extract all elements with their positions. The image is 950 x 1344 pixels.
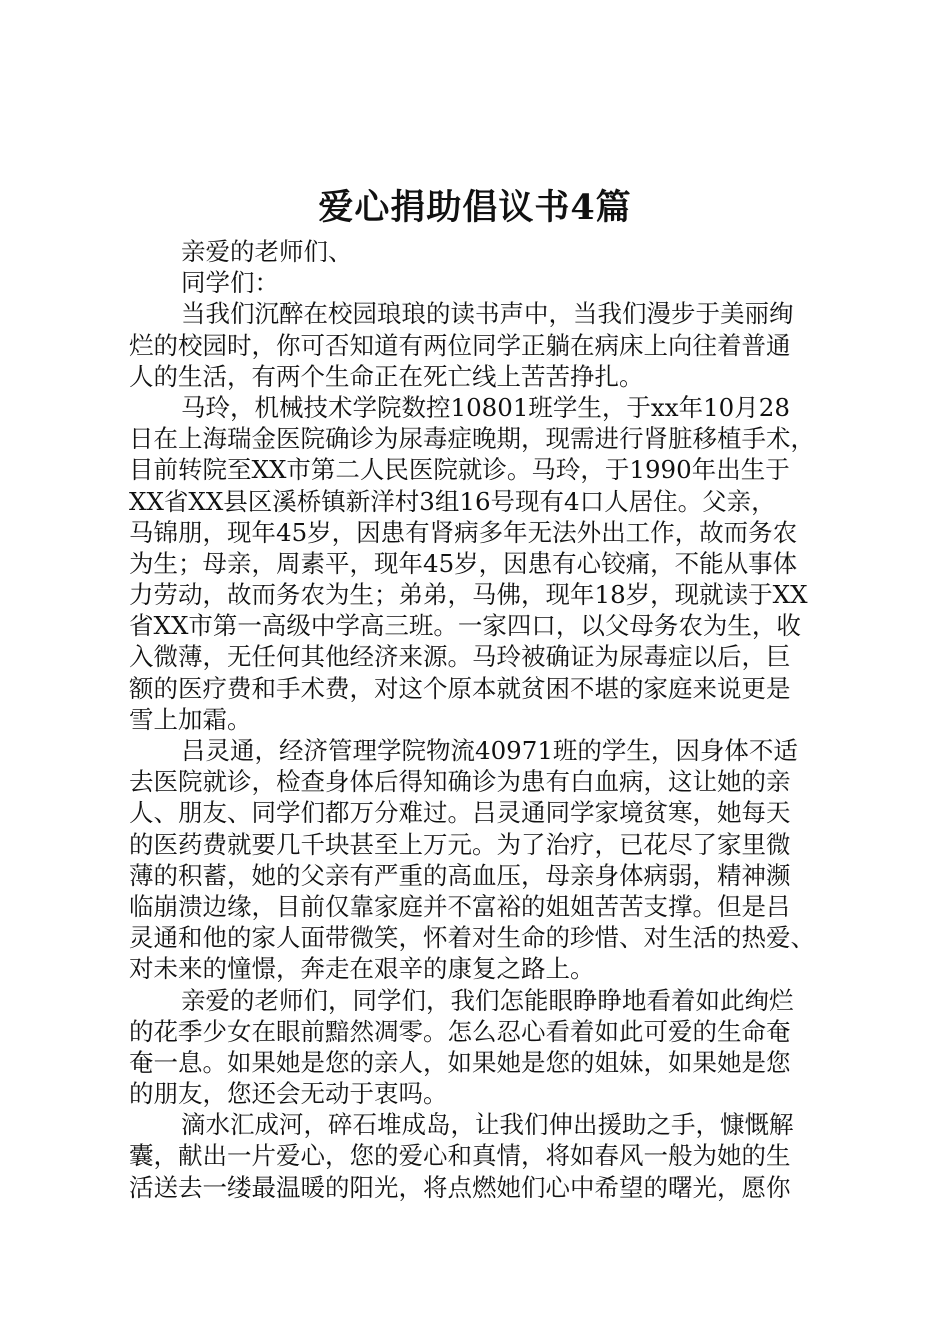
body-line: 去医院就诊，检查身体后得知确诊为患有白血病，这让她的亲 <box>129 767 791 797</box>
body-line: 马锦朋，现年45岁，因患有肾病多年无法外出工作，故而务农 <box>129 517 798 547</box>
body-line: 活送去一缕最温暖的阳光，将点燃她们心中希望的曙光，愿你 <box>129 1172 791 1202</box>
body-line: 马玲，机械技术学院数控10801班学生，于xx年10月28 <box>181 392 790 422</box>
body-line: 日在上海瑞金医院确诊为尿毒症晚期，现需进行肾脏移植手术， <box>129 424 815 454</box>
body-line: 的花季少女在眼前黯然凋零。怎么忍心看着如此可爱的生命奄 <box>129 1016 791 1046</box>
body-line: 对未来的憧憬，奔走在艰辛的康复之路上。 <box>129 954 595 984</box>
document-title: 爱心捐助倡议书4篇 <box>318 187 632 228</box>
body-line: 力劳动，故而务农为生；弟弟，马佛，现年18岁，现就读于XX <box>129 580 808 610</box>
body-line: 目前转院至XX市第二人民医院就诊。马玲，于1990年出生于 <box>129 455 790 485</box>
body-line: 奄一息。如果她是您的亲人，如果她是您的姐妹，如果她是您 <box>129 1047 791 1077</box>
body-line: 薄的积蓄，她的父亲有严重的高血压，母亲身体病弱，精神濒 <box>129 860 791 890</box>
body-line: 的医药费就要几千块甚至上万元。为了治疗，已花尽了家里微 <box>129 829 791 859</box>
body-line: 的朋友，您还会无动于衷吗。 <box>129 1079 448 1109</box>
body-line: 亲爱的老师们，同学们，我们怎能眼睁睁地看着如此绚烂 <box>181 985 794 1015</box>
body-line: 灵通和他的家人面带微笑，怀着对生命的珍惜、对生活的热爱、 <box>129 923 815 953</box>
body-line: 囊，献出一片爱心，您的爱心和真情，将如春风一般为她的生 <box>129 1141 791 1171</box>
body-line: 人、朋友、同学们都万分难过。吕灵通同学家境贫寒，她每天 <box>129 798 791 828</box>
body-line: 吕灵通，经济管理学院物流40971班的学生，因身体不适 <box>181 736 798 765</box>
body-line: 为生；母亲，周素平，现年45岁，因患有心铰痛，不能从事体 <box>129 548 798 578</box>
body-line: 雪上加霜。 <box>129 704 252 734</box>
body-line: 人的生活，有两个生命正在死亡线上苦苦挣扎。 <box>129 361 644 391</box>
body-line: 当我们沉醉在校园琅琅的读书声中，当我们漫步于美丽绚 <box>181 299 794 329</box>
body-line: 临崩溃边缘，目前仅靠家庭并不富裕的姐姐苦苦支撑。但是吕 <box>129 891 791 921</box>
body-line: 同学们： <box>181 268 279 298</box>
body-line: 亲爱的老师们、 <box>181 237 353 266</box>
document-body <box>129 236 841 1203</box>
body-line: 滴水汇成河，碎石堆成岛，让我们伸出援助之手，慷慨解 <box>181 1110 794 1140</box>
body-line: 省XX市第一高级中学高三班。一家四口，以父母务农为生，收 <box>129 611 801 641</box>
body-line: 额的医疗费和手术费，对这个原本就贫困不堪的家庭来说更是 <box>129 673 791 703</box>
body-line: 烂的校园时，你可否知道有两位同学正躺在病床上向往着普通 <box>129 330 791 360</box>
body-line: 入微薄，无任何其他经济来源。马玲被确证为尿毒症以后，巨 <box>129 642 791 672</box>
body-line: XX省XX县区溪桥镇新洋村3组16号现有4口人居住。父亲， <box>129 486 776 516</box>
